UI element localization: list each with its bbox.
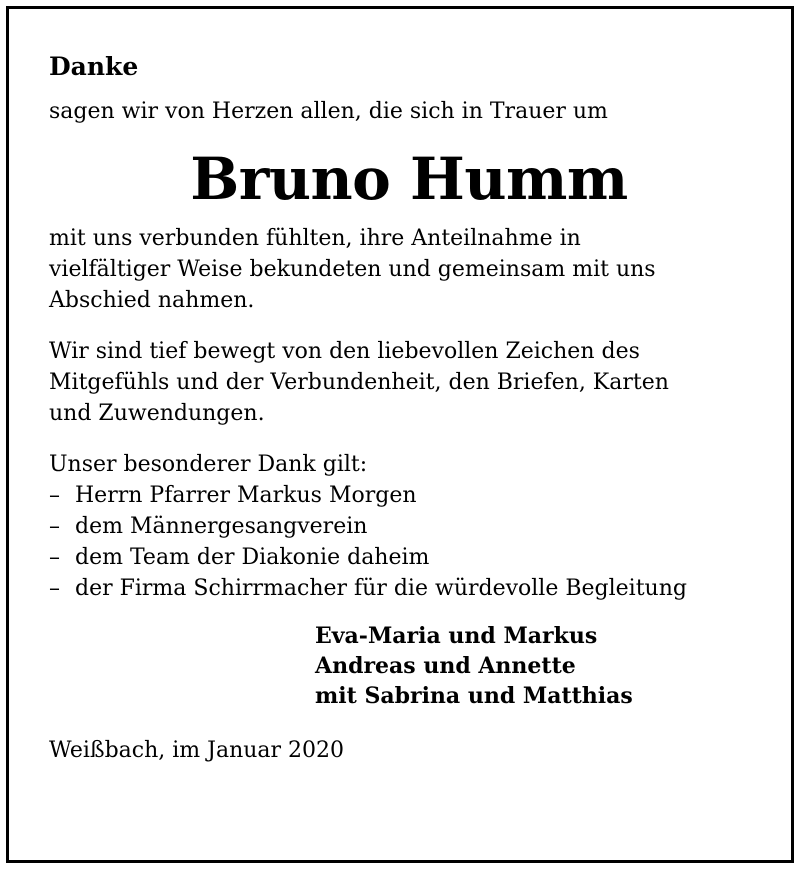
- thanks-item-text: der Firma Schirrmacher für die würdevolle Begleitung: [75, 576, 687, 601]
- intro-line: sagen wir von Herzen allen, die sich in Trauer um: [49, 99, 608, 124]
- notice-frame: [6, 6, 794, 863]
- paragraph-sympathy: [49, 223, 769, 316]
- signature-line: mit Sabrina und Matthias: [315, 683, 633, 709]
- thanks-list-item: [49, 480, 769, 511]
- notice-content: [49, 51, 769, 766]
- paragraph-line: und Zuwendungen.: [49, 401, 265, 426]
- place-date: Weißbach, im Januar 2020: [49, 738, 345, 763]
- thanks-item-text: dem Männergesangverein: [75, 514, 368, 539]
- list-dash: –: [49, 514, 60, 539]
- family-signatures: [315, 621, 769, 711]
- paragraph-line: mit uns verbunden fühlten, ihre Anteilnahme in: [49, 226, 581, 251]
- thanks-intro: Unser besonderer Dank gilt:: [49, 452, 368, 477]
- paragraph-line: Wir sind tief bewegt von den liebevollen Zeichen des: [49, 339, 640, 364]
- deceased-name: Bruno Humm: [190, 145, 628, 213]
- thanks-list-item: [49, 573, 769, 604]
- paragraph-line: vielfältiger Weise bekundeten und gemeinsam mit uns: [49, 257, 656, 282]
- paragraph-line: Abschied nahmen.: [49, 288, 255, 313]
- notice-heading: Danke: [49, 52, 139, 81]
- list-dash: –: [49, 576, 60, 601]
- thanks-item-text: dem Team der Diakonie daheim: [75, 545, 430, 570]
- thanks-list-item: [49, 542, 769, 573]
- thanks-list: [49, 480, 769, 604]
- thanks-item-text: Herrn Pfarrer Markus Morgen: [75, 483, 417, 508]
- list-dash: –: [49, 483, 60, 508]
- list-dash: –: [49, 545, 60, 570]
- special-thanks: [49, 449, 769, 604]
- paragraph-gratitude: [49, 336, 769, 429]
- paragraph-line: Mitgefühls und der Verbundenheit, den Briefen, Karten: [49, 370, 669, 395]
- signature-line: Eva-Maria und Markus: [315, 623, 598, 649]
- signature-line: Andreas und Annette: [315, 653, 576, 679]
- thanks-list-item: [49, 511, 769, 542]
